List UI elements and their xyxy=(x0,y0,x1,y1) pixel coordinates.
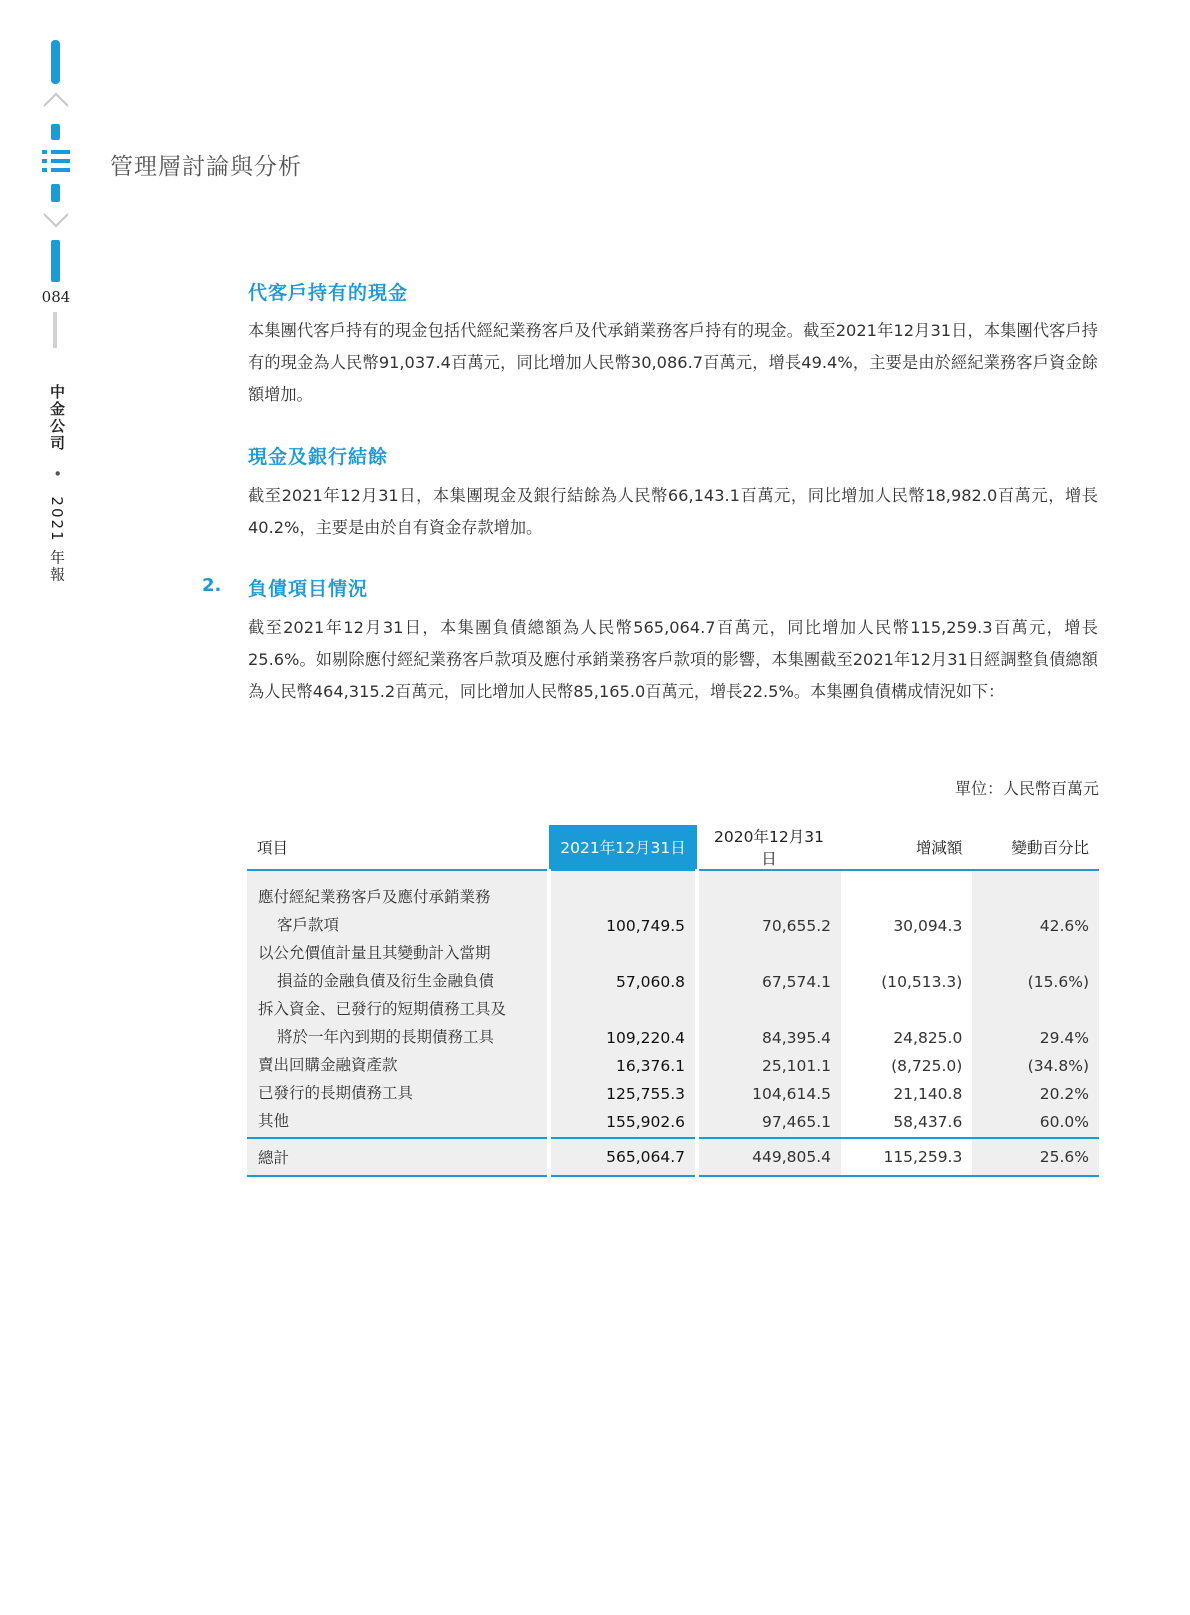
total-label: 總計 xyxy=(247,1138,549,1176)
nav-bar-top xyxy=(51,40,60,84)
page-title: 管理層討論與分析 xyxy=(110,154,302,180)
cell-change: (8,725.0) xyxy=(841,1047,972,1075)
cell-current: 109,220.4 xyxy=(549,1019,697,1047)
table-row xyxy=(247,1075,1099,1103)
cell-percent: (34.8%) xyxy=(972,1047,1099,1075)
total-percent: 25.6% xyxy=(972,1138,1099,1176)
table-header-row xyxy=(247,825,1099,870)
report-name xyxy=(44,384,68,583)
table-row xyxy=(247,991,1099,1019)
table-row xyxy=(247,1103,1099,1138)
header-prior-year: 2020年12月31日 xyxy=(697,825,841,870)
cell-current: 100,749.5 xyxy=(549,907,697,935)
cell-percent: (15.6%) xyxy=(972,963,1099,991)
section-number: 2. xyxy=(202,575,222,596)
table-row xyxy=(247,963,1099,991)
nav-bar-lower xyxy=(51,184,60,202)
total-current: 565,064.7 xyxy=(549,1138,697,1176)
unit-label: 單位：人民幣百萬元 xyxy=(954,779,1099,798)
cell-percent: 60.0% xyxy=(972,1103,1099,1138)
nav-bar-upper xyxy=(51,124,60,140)
total-change: 115,259.3 xyxy=(841,1138,972,1176)
row-label: 將於一年內到期的長期債務工具 xyxy=(247,1019,549,1047)
separator-dot: • xyxy=(48,468,66,480)
cell-current: 16,376.1 xyxy=(549,1047,697,1075)
cell-change: 58,437.6 xyxy=(841,1103,972,1138)
table-row xyxy=(247,935,1099,963)
total-prior: 449,805.4 xyxy=(697,1138,841,1176)
cell-change: 30,094.3 xyxy=(841,907,972,935)
header-percent: 變動百分比 xyxy=(972,825,1099,870)
cell-percent: 42.6% xyxy=(972,907,1099,935)
side-navigation xyxy=(0,0,110,1615)
liabilities-table xyxy=(247,825,1099,1177)
section-title-cash-bank: 現金及銀行結餘 xyxy=(248,446,389,468)
table-row xyxy=(247,1019,1099,1047)
row-label: 其他 xyxy=(247,1103,549,1138)
cell-percent: 20.2% xyxy=(972,1075,1099,1103)
list-menu-icon[interactable] xyxy=(42,148,70,174)
header-current-year: 2021年12月31日 xyxy=(549,825,697,870)
cell-prior: 25,101.1 xyxy=(697,1047,841,1075)
row-label: 拆入資金、已發行的短期債務工具及 xyxy=(247,991,549,1019)
nav-bar-bottom xyxy=(51,240,60,282)
cell-prior: 104,614.5 xyxy=(697,1075,841,1103)
chevron-down-icon[interactable] xyxy=(40,210,72,230)
report-year: 2021 年報 xyxy=(48,496,66,584)
cell-prior: 67,574.1 xyxy=(697,963,841,991)
section-title-liabilities: 負債項目情況 xyxy=(248,578,369,600)
cell-prior: 97,465.1 xyxy=(697,1103,841,1138)
cell-change: 24,825.0 xyxy=(841,1019,972,1047)
company-name: 中金公司 xyxy=(48,384,66,452)
header-item: 項目 xyxy=(247,825,549,870)
cell-prior: 70,655.2 xyxy=(697,907,841,935)
page-number: 084 xyxy=(41,288,71,306)
row-label: 以公允價值計量且其變動計入當期 xyxy=(247,935,549,963)
paragraph-client-cash: 本集團代客戶持有的現金包括代經紀業務客戶及代承銷業務客戶持有的現金。截至2021年12月31日，本集團代客戶持有的現金為人民幣91,037.4百萬元，同比增加人民幣30,086.7百萬元，增長49.4%，主要是由於經紀業務客戶資金餘額增加。 xyxy=(248,321,1098,404)
section-title-client-cash: 代客戶持有的現金 xyxy=(248,282,409,304)
row-label: 賣出回購金融資產款 xyxy=(247,1047,549,1075)
row-label: 已發行的長期債務工具 xyxy=(247,1075,549,1103)
cell-percent: 29.4% xyxy=(972,1019,1099,1047)
paragraph-cash-bank: 截至2021年12月31日，本集團現金及銀行結餘為人民幣66,143.1百萬元，同比增加人民幣18,982.0百萬元，增長40.2%，主要是由於自有資金存款增加。 xyxy=(248,486,1098,537)
row-label: 客戶款項 xyxy=(247,907,549,935)
cell-prior: 84,395.4 xyxy=(697,1019,841,1047)
cell-change: 21,140.8 xyxy=(841,1075,972,1103)
header-change: 增減額 xyxy=(841,825,972,870)
cell-current: 57,060.8 xyxy=(549,963,697,991)
row-label: 損益的金融負債及衍生金融負債 xyxy=(247,963,549,991)
table-row xyxy=(247,870,1099,907)
cell-current: 155,902.6 xyxy=(549,1103,697,1138)
chevron-up-icon[interactable] xyxy=(40,90,72,110)
cell-current: 125,755.3 xyxy=(549,1075,697,1103)
table-row xyxy=(247,1047,1099,1075)
cell-change: (10,513.3) xyxy=(841,963,972,991)
paragraph-liabilities: 截至2021年12月31日，本集團負債總額為人民幣565,064.7百萬元，同比增加人民幣115,259.3百萬元，增長25.6%。如剔除應付經紀業務客戶款項及應付承銷業務客戶款項的影響，本集團截至2021年12月31日經調整負債總額為人民幣464,315.2百萬元，同比增加人民幣85,165.0百萬元，增長22.5%。本集團負債構成情況如下： xyxy=(248,618,1098,701)
table-row xyxy=(247,907,1099,935)
divider xyxy=(53,312,57,348)
row-label: 應付經紀業務客戶及應付承銷業務 xyxy=(247,870,549,907)
table-total-row xyxy=(247,1138,1099,1176)
